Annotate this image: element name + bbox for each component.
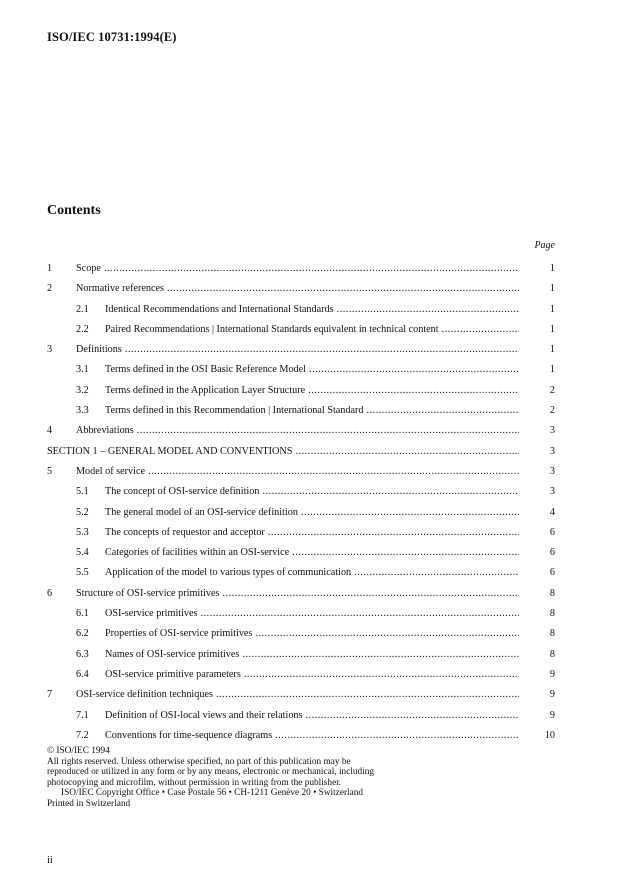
toc-entry-number: 6.3 — [76, 648, 89, 660]
toc-entry-page: 1 — [549, 303, 555, 315]
toc-entry-number: 3.1 — [76, 364, 89, 376]
toc-entry-page: 3 — [549, 465, 555, 477]
rights-line: reproduced or utilized in any form or by any means, electronic or mechanical, including — [47, 767, 375, 778]
toc-entry[interactable] — [47, 320, 555, 340]
printed-in: Printed in Switzerland — [47, 798, 131, 809]
toc-entry-page: 8 — [549, 587, 555, 599]
toc-entry[interactable] — [47, 462, 555, 482]
toc-entry-page: 9 — [549, 709, 555, 721]
toc-entry-title: Properties of OSI-service primitives ..... — [105, 624, 519, 644]
toc-entry-title: Abbreviations ..... — [76, 421, 519, 441]
toc-entry-title: OSI-service primitives ..... — [105, 604, 519, 624]
toc-entry-title: Categories of facilities within an OSI-service ..... — [105, 543, 519, 563]
toc-entry[interactable] — [47, 706, 555, 726]
toc-entry[interactable] — [47, 360, 555, 380]
toc-entry-page: 9 — [549, 689, 555, 701]
toc-entry-page: 6 — [549, 567, 555, 579]
page-column-label: Page — [534, 240, 555, 251]
copyright-office-address: ISO/IEC Copyright Office • Case Postale 56 • CH-1211 Genève 20 • Switzerland — [61, 788, 364, 799]
toc-entry-page: 1 — [549, 364, 555, 376]
toc-entry-page: 8 — [549, 608, 555, 620]
toc-entry-page: 2 — [549, 405, 555, 417]
copyright-line: © ISO/IEC 1994 — [47, 746, 110, 756]
page-number: ii — [47, 855, 53, 866]
toc-entry[interactable] — [47, 563, 555, 583]
toc-entry[interactable] — [47, 604, 555, 624]
toc-entry-page: 2 — [549, 384, 555, 396]
toc-entry-title: Names of OSI-service primitives ..... — [105, 645, 519, 665]
rights-line: All rights reserved. Unless otherwise specified, no part of this publication may be — [47, 756, 351, 767]
toc-entry[interactable] — [47, 503, 555, 523]
toc-entry-number: 1 — [47, 263, 53, 274]
toc-entry-page: 1 — [549, 263, 555, 274]
toc-entry-title: Application of the model to various types of communication ..... — [105, 563, 519, 583]
toc-entry-title: Scope ..... — [76, 259, 519, 279]
toc-entry-title: Conventions for time-sequence diagrams ..... — [105, 726, 519, 746]
toc-entry-title: Definition of OSI-local views and their relations ..... — [105, 706, 519, 726]
toc-entry-page: 6 — [549, 526, 555, 538]
toc-entry-number: 4 — [47, 425, 53, 437]
toc-entry-number: 6 — [47, 587, 53, 599]
toc-entry-page: 8 — [549, 628, 555, 640]
toc-entry-title: Terms defined in this Recommendation | International Standard ..... — [105, 401, 519, 421]
toc-entry[interactable] — [47, 259, 555, 279]
toc-entry-number: 5.2 — [76, 506, 89, 518]
toc-entry-number: 3.3 — [76, 405, 89, 417]
document-id-header: ISO/IEC 10731:1994(E) — [47, 30, 177, 44]
table-of-contents — [47, 259, 555, 746]
toc-entry-number: 7.1 — [76, 709, 89, 721]
contents-heading: Contents — [47, 203, 101, 218]
toc-entry-page: 1 — [549, 283, 555, 295]
toc-entry-number: 5.3 — [76, 526, 89, 538]
toc-entry-title: The concepts of requestor and acceptor ..... — [105, 523, 519, 543]
toc-entry-title: Paired Recommendations | International Standards equivalent in technical content ..... — [105, 320, 519, 340]
toc-entry-number: 5.4 — [76, 547, 89, 559]
toc-entry-number: 7 — [47, 689, 53, 701]
toc-entry-page: 3 — [549, 486, 555, 498]
toc-entry-page: 4 — [549, 506, 555, 518]
toc-entry-number: 3 — [47, 344, 53, 356]
toc-entry-title: The general model of an OSI-service definition ..... — [105, 503, 519, 523]
toc-entry-title: OSI-service definition techniques ..... — [76, 685, 519, 705]
toc-entry[interactable] — [47, 421, 555, 441]
copyright-notice — [47, 746, 407, 810]
toc-entry-number: 2 — [47, 283, 53, 295]
toc-entry[interactable] — [47, 381, 555, 401]
toc-entry[interactable] — [47, 543, 555, 563]
toc-entry-page: 8 — [549, 648, 555, 660]
toc-entry[interactable] — [47, 645, 555, 665]
toc-entry-page: 3 — [549, 425, 555, 437]
toc-entry-title: Normative references ..... — [76, 279, 519, 299]
toc-entry[interactable] — [47, 523, 555, 543]
toc-entry-number: 5 — [47, 465, 53, 477]
toc-entry-number: 2.2 — [76, 323, 89, 335]
toc-entry-page: 6 — [549, 547, 555, 559]
toc-entry-title: Identical Recommendations and International Standards ..... — [105, 300, 519, 320]
toc-entry[interactable] — [47, 279, 555, 299]
toc-entry-title: OSI-service primitive parameters ..... — [105, 665, 519, 685]
toc-entry-page: 3 — [549, 445, 555, 457]
toc-entry-title: Structure of OSI-service primitives ..... — [76, 584, 519, 604]
toc-entry-page: 9 — [549, 668, 555, 680]
toc-entry-title: SECTION 1 – GENERAL MODEL AND CONVENTIONS ..... — [47, 442, 519, 462]
toc-entry-page: 10 — [544, 729, 555, 741]
toc-entry-number: 6.4 — [76, 668, 89, 680]
toc-entry[interactable] — [47, 685, 555, 705]
toc-entry-number: 2.1 — [76, 303, 89, 315]
toc-entry[interactable] — [47, 624, 555, 644]
toc-entry-title: The concept of OSI-service definition ..... — [105, 482, 519, 502]
toc-entry-title: Model of service ..... — [76, 462, 519, 482]
toc-entry-title: Definitions ..... — [76, 340, 519, 360]
toc-entry[interactable] — [47, 726, 555, 746]
toc-entry-number: 6.2 — [76, 628, 89, 640]
toc-entry[interactable] — [47, 584, 555, 604]
toc-entry[interactable] — [47, 340, 555, 360]
toc-entry-number: 3.2 — [76, 384, 89, 396]
toc-entry[interactable] — [47, 401, 555, 421]
toc-entry[interactable] — [47, 300, 555, 320]
toc-entry-title: Terms defined in the OSI Basic Reference Model ..... — [105, 360, 519, 380]
toc-entry-number: 7.2 — [76, 729, 89, 741]
toc-entry-title: Terms defined in the Application Layer Structure ..... — [105, 381, 519, 401]
rights-line: photocopying and microfilm, without permission in writing from the publisher. — [47, 777, 342, 788]
toc-entry-page: 1 — [549, 323, 555, 335]
toc-entry-number: 5.5 — [76, 567, 89, 579]
toc-entry-number: 5.1 — [76, 486, 89, 498]
toc-entry[interactable] — [47, 482, 555, 502]
toc-entry[interactable] — [47, 665, 555, 685]
toc-entry-page: 1 — [549, 344, 555, 356]
toc-entry-number: 6.1 — [76, 608, 89, 620]
toc-entry[interactable] — [47, 442, 555, 462]
